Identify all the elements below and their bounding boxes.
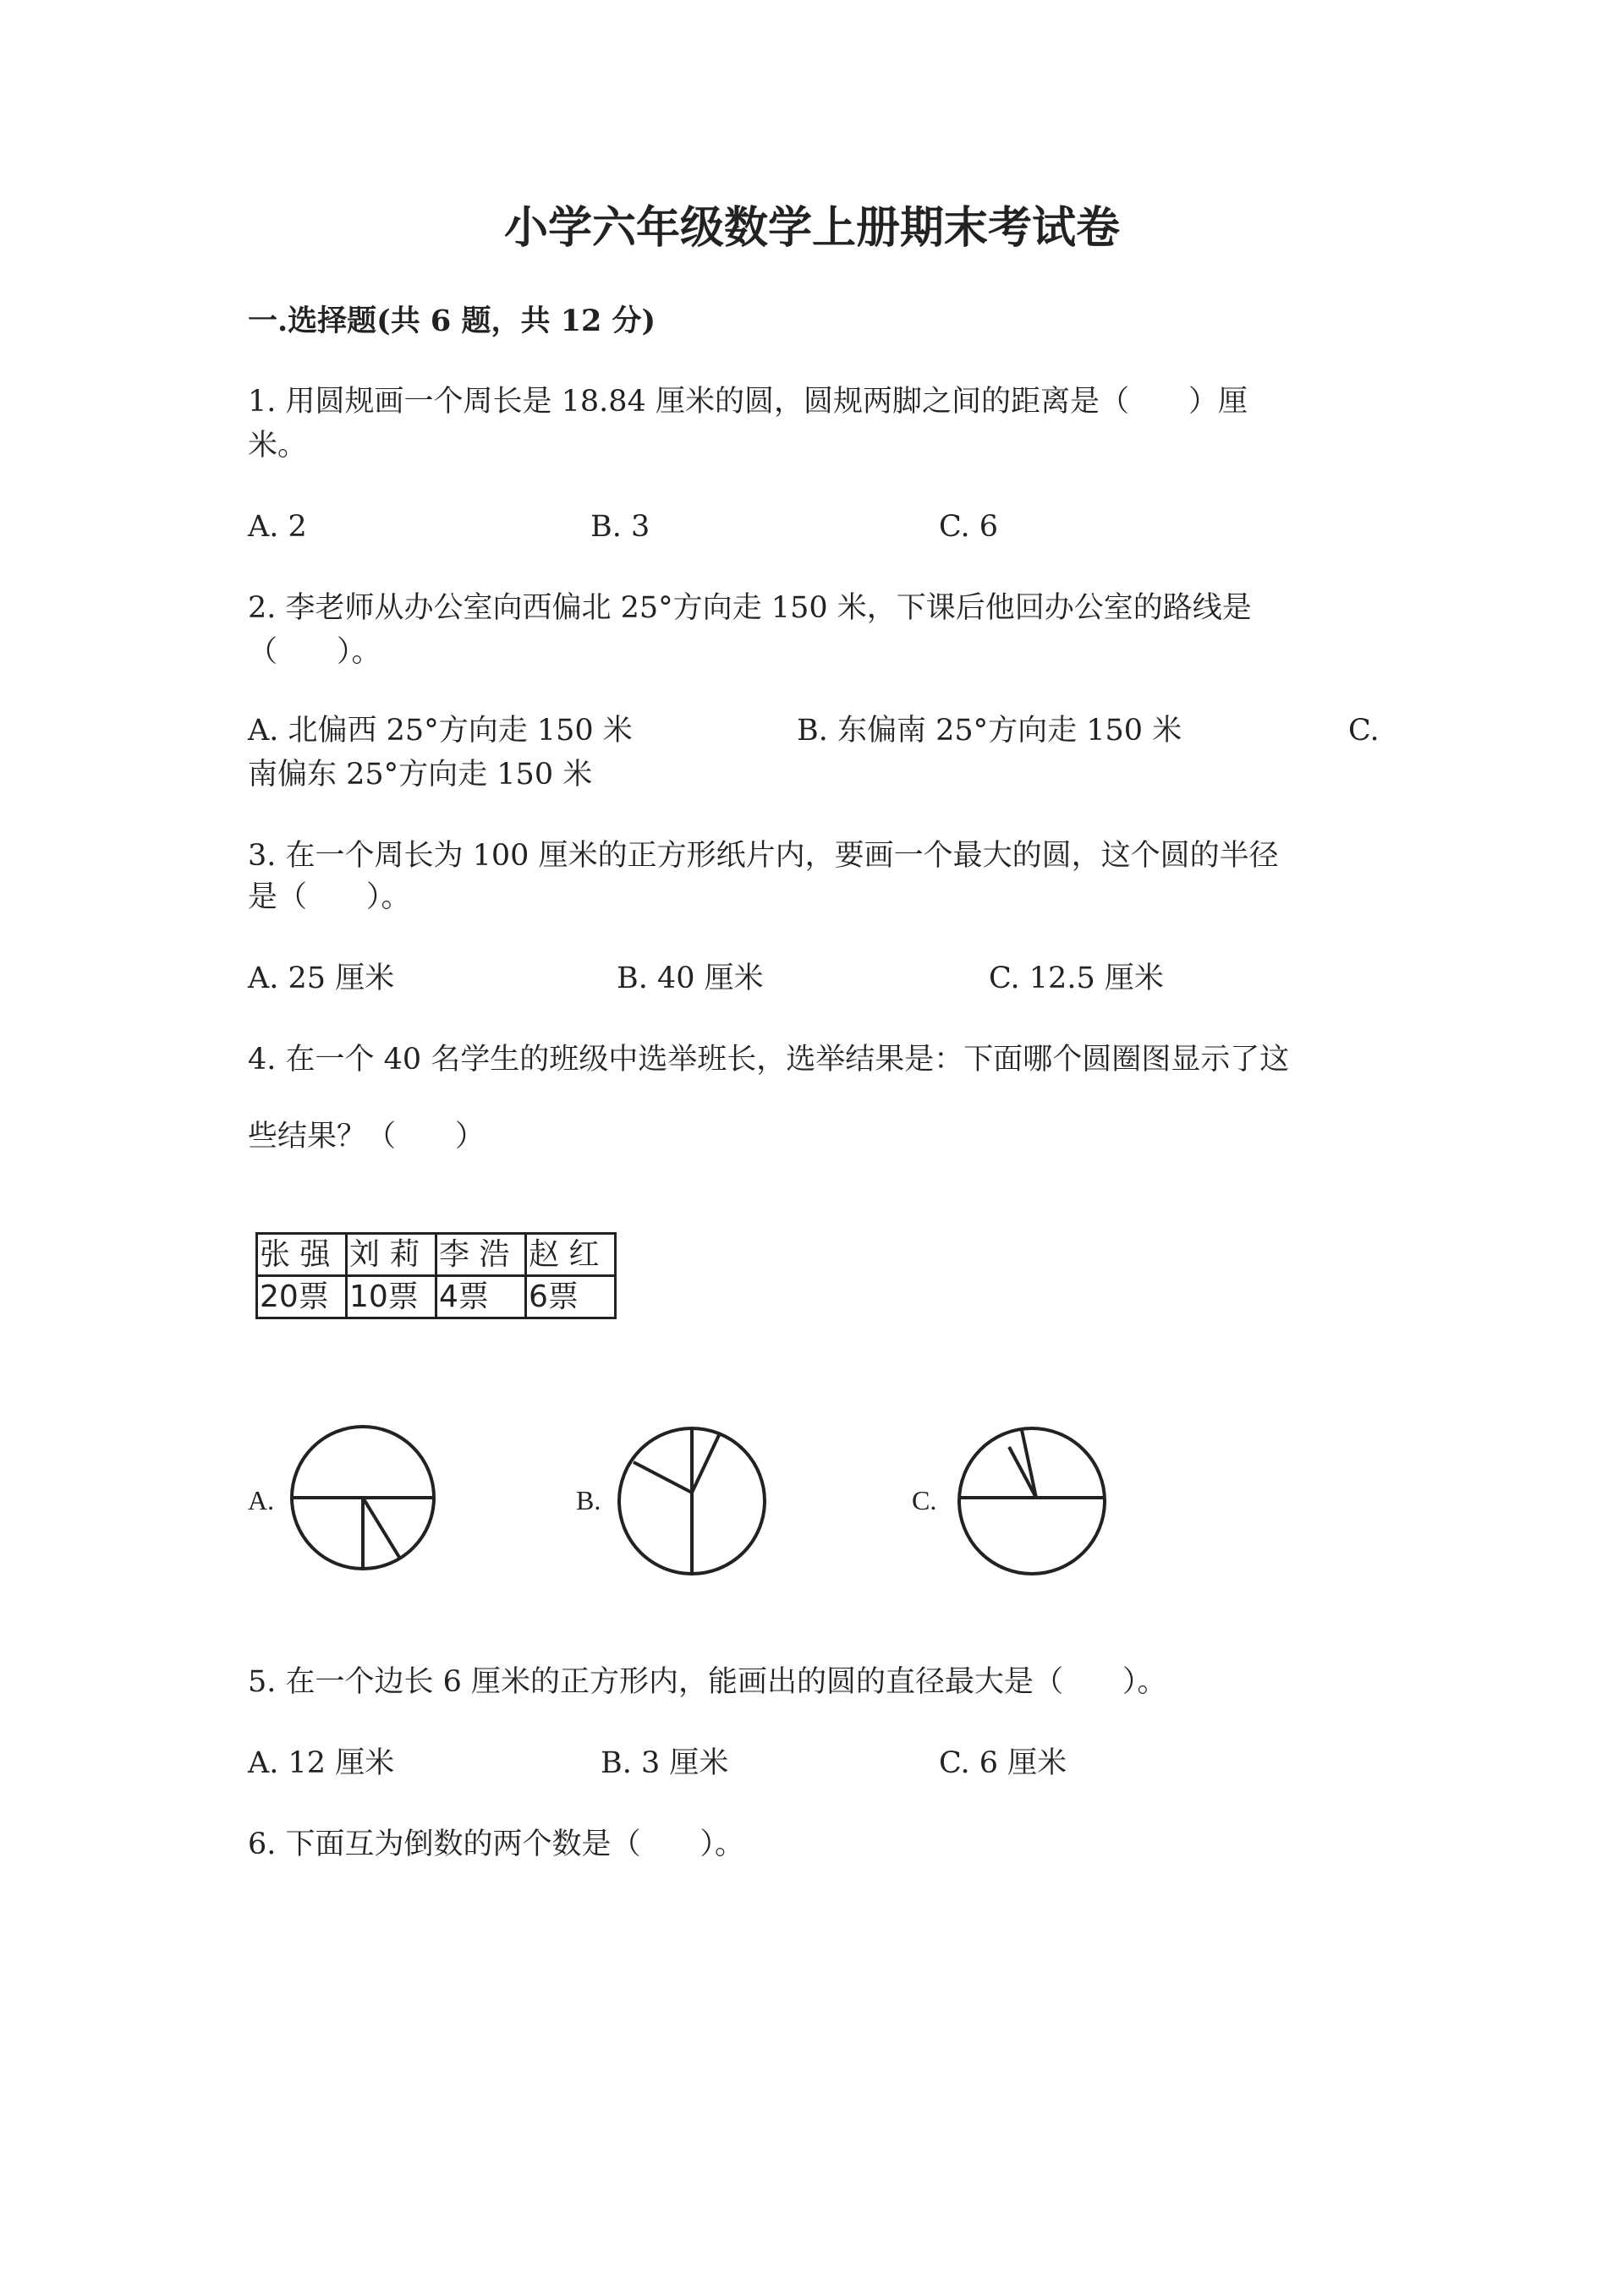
question-3-text: 3. 在一个周长为 100 厘米的正方形纸片内，要画一个最大的圆，这个圆的半径 bbox=[248, 839, 1279, 873]
question-2-text-cont: （ ）。 bbox=[248, 635, 381, 669]
pie-chart-c[interactable] bbox=[956, 1425, 1108, 1577]
table-row bbox=[257, 1276, 616, 1318]
question-2-option-c-label[interactable]: C. bbox=[1348, 714, 1380, 748]
section-heading: 一.选择题(共 6 题，共 12 分) bbox=[248, 304, 656, 338]
pie-chart-b[interactable] bbox=[616, 1425, 768, 1577]
question-4-text: 4. 在一个 40 名学生的班级中选举班长，选举结果是：下面哪个圆圈图显示了这 bbox=[248, 1043, 1290, 1077]
question-5-option-c[interactable]: C. 6 厘米 bbox=[939, 1746, 1067, 1780]
pie-chart-a[interactable] bbox=[287, 1422, 439, 1574]
question-1-option-c[interactable]: C. 6 bbox=[939, 510, 999, 544]
vote-count: 4票 bbox=[436, 1276, 526, 1318]
question-1-text-cont: 米。 bbox=[248, 429, 308, 463]
pie-divider bbox=[692, 1435, 719, 1493]
question-2-text: 2. 李老师从办公室向西偏北 25°方向走 150 米，下课后他回办公室的路线是 bbox=[248, 591, 1252, 625]
table-row bbox=[257, 1234, 616, 1276]
question-2-option-a[interactable]: A. 北偏西 25°方向走 150 米 bbox=[248, 714, 633, 748]
pie-circle bbox=[959, 1428, 1105, 1574]
pie-option-a-label[interactable]: A. bbox=[248, 1485, 275, 1515]
question-1-text: 1. 用圆规画一个周长是 18.84 厘米的圆，圆规两脚之间的距离是（ ）厘 bbox=[248, 385, 1248, 419]
pie-divider bbox=[634, 1462, 692, 1493]
question-3-option-b[interactable]: B. 40 厘米 bbox=[617, 962, 764, 995]
question-5-option-a[interactable]: A. 12 厘米 bbox=[248, 1746, 395, 1780]
candidate-name: 张 强 bbox=[257, 1234, 347, 1276]
vote-count: 20票 bbox=[257, 1276, 347, 1318]
question-3-option-a[interactable]: A. 25 厘米 bbox=[248, 962, 395, 995]
question-3-option-c[interactable]: C. 12.5 厘米 bbox=[989, 962, 1164, 995]
candidate-name: 李 浩 bbox=[436, 1234, 526, 1276]
question-5-option-b[interactable]: B. 3 厘米 bbox=[601, 1746, 729, 1780]
pie-option-c-label[interactable]: C. bbox=[912, 1485, 937, 1515]
question-1-option-b[interactable]: B. 3 bbox=[590, 510, 650, 544]
vote-count: 6票 bbox=[526, 1276, 616, 1318]
candidate-name: 赵 红 bbox=[526, 1234, 616, 1276]
pie-divider bbox=[363, 1498, 400, 1559]
vote-table bbox=[255, 1232, 617, 1319]
question-2-option-c-text[interactable]: 南偏东 25°方向走 150 米 bbox=[248, 758, 593, 792]
page-title: 小学六年级数学上册期末考试卷 bbox=[503, 202, 1120, 254]
candidate-name: 刘 莉 bbox=[347, 1234, 436, 1276]
pie-option-b-label[interactable]: B. bbox=[576, 1485, 601, 1515]
question-1-option-a[interactable]: A. 2 bbox=[248, 510, 307, 544]
question-6-text: 6. 下面互为倒数的两个数是（ ）。 bbox=[248, 1827, 745, 1861]
question-5-text: 5. 在一个边长 6 厘米的正方形内，能画出的圆的直径最大是（ ）。 bbox=[248, 1665, 1167, 1699]
question-2-option-b[interactable]: B. 东偏南 25°方向走 150 米 bbox=[797, 714, 1182, 748]
question-4-text-cont: 些结果？（ ） bbox=[248, 1120, 486, 1153]
vote-count: 10票 bbox=[347, 1276, 436, 1318]
question-3-text-cont: 是（ ）。 bbox=[248, 880, 411, 914]
